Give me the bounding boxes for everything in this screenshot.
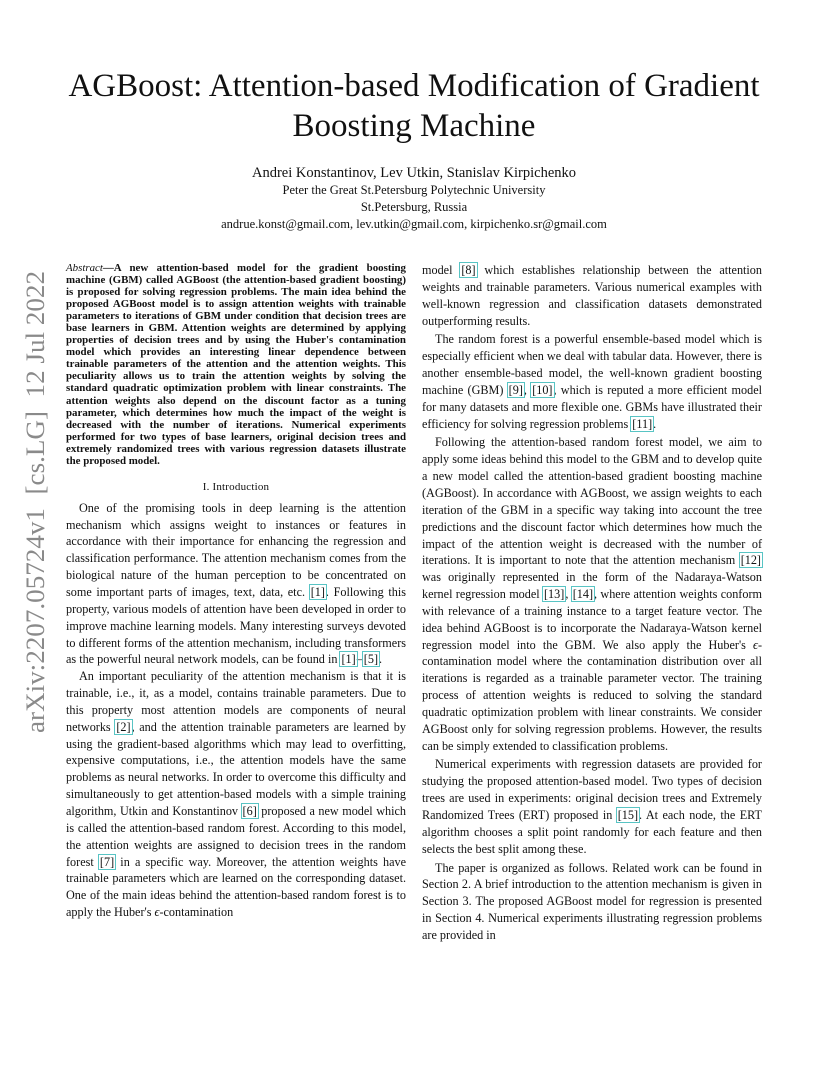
epsilon-symbol: ϵ [753, 637, 758, 652]
text-run: which establishes relationship between the attention weights and trainable parameters. Various numerical examples with well-known regression and classification datasets demonstrated outperforming results. [422, 263, 762, 328]
citation-link[interactable]: [9] [508, 382, 523, 397]
abstract-lead: Abstract [66, 262, 103, 274]
right-column [422, 262, 762, 944]
arxiv-stamp-text: arXiv:2207.05724v1 [cs.LG] 12 Jul 2022 [20, 281, 50, 733]
paper-title: AGBoost: Attention-based Modification of Gradient Boosting Machine [68, 68, 760, 144]
text-run: . At each node, the ERT algorithm chooses a split point randomly for each feature and then selects the best split among these. [422, 808, 762, 856]
epsilon-symbol: ϵ [154, 905, 160, 920]
text-run: . [379, 652, 383, 667]
citation-link[interactable]: [7] [99, 854, 115, 869]
paragraph-7: The paper is organized as follows. Related work can be found in Section 2. A brief introduction to the attention mechanism is given in Section 3. The proposed AGBoost model for regression is presented in Section 4. Numerical experiments illustrating regression problems are provided in [422, 860, 762, 942]
text-run: The random forest is a powerful ensemble-based model which is especially efficient when we deal with tabular data. However, there is another ensemble-based model, the well-known gradient boosting machine (GBM) [422, 332, 762, 397]
text-run: . Following this property, various models of attention have been developed in order to improve machine learning models. Many interesting surveys devoted to different forms of the attention mechanism, including transformers as the powerful neural network models, can be found in [66, 585, 406, 667]
text-run: was originally represented in the form of the Nadaraya-Watson kernel regression model [422, 570, 762, 602]
citation-link[interactable]: [12] [740, 553, 761, 568]
section-heading-introduction: I. Introduction [202, 480, 270, 493]
paragraph-2 [66, 668, 406, 921]
text-run: , which is reputed a more efficient model for many datasets and more flexible one. GBMs have illustrated their efficiency for solving regression problems [422, 382, 763, 431]
left-column [66, 262, 406, 921]
citation-link[interactable]: [2] [116, 719, 131, 734]
text-run: model [422, 263, 461, 277]
paragraph-3 [422, 262, 762, 329]
authors: Andrei Konstantinov, Lev Utkin, Stanislav Kirpichenko [251, 165, 577, 181]
citation-link[interactable]: [10] [532, 382, 553, 397]
paragraph-1 [66, 500, 406, 668]
text-run: -contamination [159, 905, 234, 920]
text-run: One of the promising tools in deep learning is the attention mechanism which assigns weight to instances or features in accordance with their importance for enhancing the regression and classification performance. The attention mechanism comes from the biological nature of the human perception to be concentrated on some important parts of images, text, data, etc. [66, 500, 406, 600]
citation-link[interactable]: [15] [617, 808, 639, 822]
citation-link[interactable]: [11] [632, 416, 653, 431]
location: St.Petersburg, Russia [360, 200, 468, 214]
text-run: -contamination model where the contamination distribution over all iterations is regarded as a trainable parameter vector. The training process of attention weights is reduced to solving the standard quadratic optimization problem with linear constraints. We consider AGBoost only for solving regression problems. However, the results can be simply extended to classification problems. [422, 637, 762, 753]
text-run: proposed a new model which is called the attention-based random forest. According to this model, the attention weights are assigned to decision trees in the random forest [66, 803, 406, 869]
text-run: – [356, 652, 363, 667]
text-run: . [653, 416, 657, 431]
text-run: Following the attention-based random forest model, we aim to apply some ideas behind this model to the GBM and to develop quite a new model called the attention-based gradient boosting machine (AGBoost). In accordance with AGBoost, we assign weights to each iteration of the GBM in a specific way taking into account the tree predictions and the discount factor which determines how much the impact of the attention weight is decreased with the number of iterations. It is important to note that the attention mechanism [422, 435, 762, 568]
abstract-text: —A new attention-based model for the gradient boosting machine (GBM) called AGBoost (the attention-based gradient boosting) is proposed for solving regression problems. The main idea behind the proposed AGBoost model is to assign attention weights with trainable parameters to iterations of GBM under condition that decision trees are base learners in GBM. Attention weights are determined by applying properties of decision trees and by using the Huber's contamination model which provides an interesting linear dependence between trainable parameters of the attention and the attention weights. This peculiarity allows us to train the attention weights by solving the standard quadratic optimization problem with linear constraints. The attention weights also depend on the discount factor as a tuning parameter, which determines how much the impact of the weight is decreased with the number of iterations. Numerical experiments performed for two types of base learners, original decision trees and extremely randomized trees with various regression datasets illustrate the proposed model. [66, 262, 406, 467]
paragraph-5 [422, 434, 762, 754]
abstract [66, 262, 406, 467]
text-run: , where attention weights conform with relevance of a training instance to a target feature vector. The idea behind AGBoost is to incorporate the Nadaraya-Watson kernel regression model into the GBM. We also apply the Huber's [422, 587, 763, 652]
citation-link[interactable]: [5] [363, 652, 379, 667]
text-run: , and the attention trainable parameters are learned by using the gradient-based algorithms which may lead to overfitting, expensive computations, i.e., the attention models have the same problems as neural networks. In order to overcome this difficulty and simultaneously to get attention-based models with a simple training algorithm, Utkin and Konstantinov [66, 719, 406, 818]
text-run: , [523, 382, 532, 397]
citation-link[interactable]: [6] [242, 803, 257, 818]
text-run: in a specific way. Moreover, the attention weights have trainable parameters which are learned on the corresponding dataset. One of the main ideas behind the attention-based random forest is to apply the Huber's [66, 854, 406, 920]
text-run: An important peculiarity of the attention mechanism is that it is trainable, i.e., it, as a model, contains trainable parameters. Due to this property most attention models are components of neural networks [66, 669, 406, 734]
paragraph-4 [422, 331, 762, 432]
affiliation: Peter the Great St.Petersburg Polytechnic University [282, 183, 546, 197]
citation-link[interactable]: [1] [310, 585, 325, 600]
emails: andrue.konst@gmail.com, lev.utkin@gmail.com, kirpichenko.sr@gmail.com [221, 217, 607, 231]
paragraph-6 [422, 756, 762, 857]
text-run: Numerical experiments with regression datasets are provided for studying the proposed attention-based model. Two types of decision trees are used in experiments: original decision trees and Extremely Randomized Trees (ERT) proposed in [422, 757, 762, 822]
text-run: , [565, 587, 572, 602]
citation-link[interactable]: [13] [544, 587, 565, 602]
citation-link[interactable]: [1] [341, 652, 356, 667]
citation-link[interactable]: [8] [461, 263, 476, 277]
arxiv-stamp [16, 265, 52, 735]
citation-link[interactable]: [14] [572, 587, 594, 602]
